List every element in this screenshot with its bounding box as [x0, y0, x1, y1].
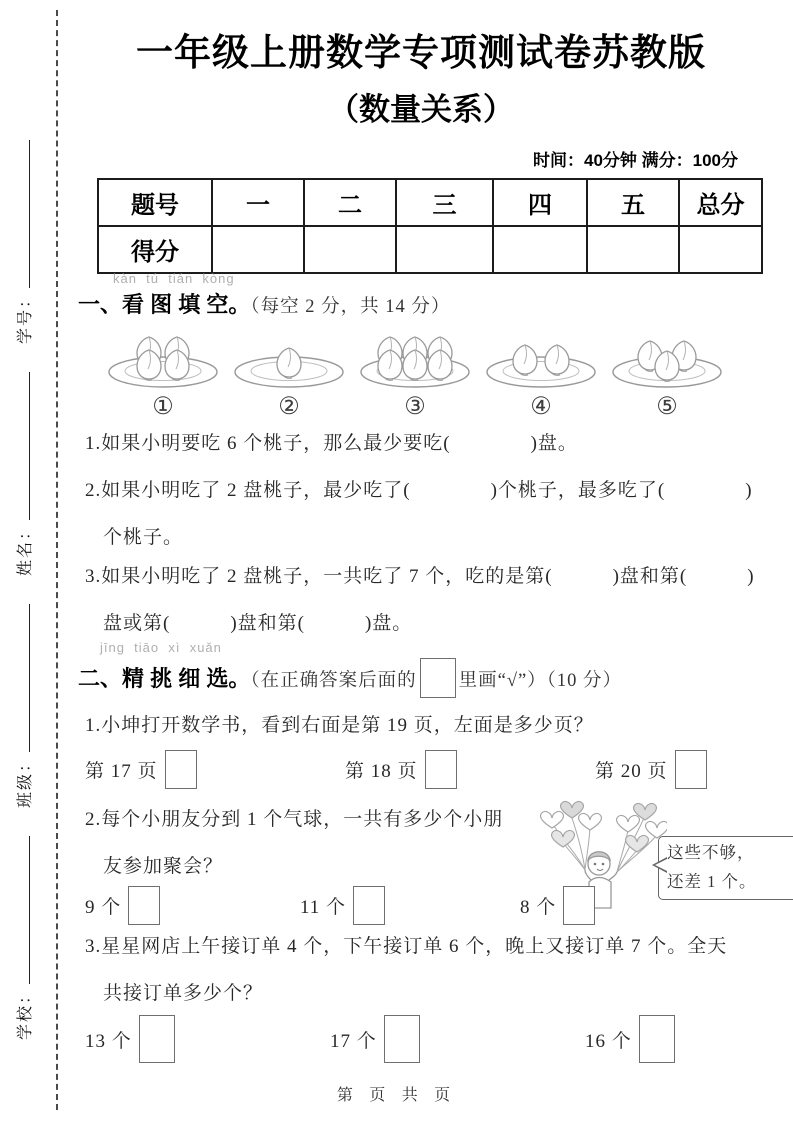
demo-checkbox [420, 658, 456, 698]
option-label: 第 20 页 [595, 761, 668, 782]
option-checkbox[interactable] [384, 1015, 420, 1063]
student-id-blank[interactable] [16, 140, 30, 288]
name-label: 姓名： [17, 521, 34, 576]
section1-heading-note: （每空 2 分，共 14 分） [250, 297, 451, 317]
score-table [97, 178, 763, 274]
score-cell[interactable] [396, 226, 493, 273]
score-table-header-row [98, 179, 762, 226]
peach-plate-3 [352, 316, 478, 397]
school-blank[interactable] [16, 836, 30, 984]
option-label: 13 个 [85, 1030, 132, 1052]
option-checkbox[interactable] [128, 886, 160, 925]
section2-note-pre: （在正确答案后面的 [250, 671, 417, 691]
score-header-cell: 四 [493, 179, 587, 226]
option-item [85, 886, 300, 925]
school-label: 学校： [17, 985, 34, 1040]
question-text-cont: 个桃子。 [103, 527, 184, 548]
score-header-cell: 三 [396, 179, 493, 226]
peach-plate-2 [226, 316, 352, 397]
student-info-sidebar [12, 55, 38, 1040]
score-cell[interactable] [587, 226, 679, 273]
class-label: 班级： [17, 753, 34, 808]
option-checkbox[interactable] [425, 750, 457, 789]
time-score-meta: 时间：40分钟 满分：100分 [533, 151, 738, 170]
option-label: 17 个 [330, 1030, 377, 1052]
speech-bubble-line-1: 这些不够， [667, 843, 755, 862]
option-checkbox[interactable] [675, 750, 707, 789]
score-cell[interactable] [304, 226, 396, 273]
question-text: 1.如果小明要吃 6 个桃子，那么最少要吃( )盘。 [85, 433, 578, 454]
option-checkbox[interactable] [165, 750, 197, 789]
school-field [12, 836, 35, 1040]
question-text: 2.每个小朋友分到 1 个气球，一共有多少个小朋 [85, 809, 504, 830]
peach-plate-illustration [100, 316, 226, 392]
option-label: 9 个 [85, 897, 122, 918]
s1-question-1 [85, 430, 775, 458]
option-checkbox[interactable] [563, 886, 595, 925]
peach-plates-row [100, 316, 730, 397]
option-checkbox[interactable] [353, 886, 385, 925]
peach-plate-illustration [226, 316, 352, 392]
speech-bubble-line-2: 还差 1 个。 [667, 872, 757, 891]
plate-number-labels [100, 392, 730, 421]
section1-heading-bold: 一、看 图 填 空。 [78, 292, 251, 317]
score-row-label: 得分 [98, 226, 212, 273]
page-title: 一年级上册数学专项测试卷苏教版 [136, 32, 706, 73]
s2-question-2 [85, 806, 535, 881]
s2-q1-options [85, 750, 745, 789]
question-text: 3.星星网店上午接订单 4 个，下午接订单 6 个，晚上又接订单 7 个。全天 [85, 936, 728, 957]
section2-heading [78, 658, 622, 698]
option-item [585, 1015, 675, 1063]
student-id-label: 学号： [17, 289, 34, 344]
option-label: 第 18 页 [345, 761, 418, 782]
peach-plate-illustration [352, 316, 478, 392]
option-item [85, 1015, 330, 1063]
plate-number-5: ⑤ [656, 394, 678, 420]
section2-note-post: 里画“√”）（10 分） [458, 671, 623, 691]
peach-plate-4 [478, 316, 604, 397]
question-text: 2.如果小明吃了 2 盘桃子，最少吃了( )个桃子，最多吃了( ) [85, 480, 753, 501]
s2-question-1 [85, 712, 775, 740]
option-label: 16 个 [585, 1030, 632, 1052]
question-text: 1.小坤打开数学书，看到右面是第 19 页，左面是多少页？ [85, 715, 594, 736]
name-blank[interactable] [16, 372, 30, 520]
seal-dashed-line [56, 10, 58, 1110]
plate-number-4: ④ [530, 394, 552, 420]
section2-pinyin: jīng tiāo xì xuǎn [100, 640, 222, 655]
name-field [12, 372, 35, 576]
peach-plate-illustration [478, 316, 604, 392]
option-item [300, 886, 520, 925]
page-footer: 第 页 共 页 [336, 1087, 457, 1104]
option-label: 8 个 [520, 897, 557, 918]
score-header-cell: 二 [304, 179, 396, 226]
option-item [520, 886, 595, 925]
student-id-field [12, 140, 35, 344]
speech-bubble [658, 836, 793, 900]
s1-question-3 [85, 563, 775, 638]
class-field [12, 604, 35, 808]
option-item [595, 750, 707, 789]
section1-heading [78, 288, 450, 319]
score-header-cell: 题号 [98, 179, 212, 226]
peach-plate-5 [604, 316, 730, 397]
s2-q3-options [85, 1015, 745, 1063]
option-label: 11 个 [300, 897, 347, 918]
question-text-cont: 共接订单多少个？ [103, 983, 264, 1004]
peach-plate-1 [100, 316, 226, 397]
score-table-score-row [98, 226, 762, 273]
s2-question-3 [85, 933, 775, 1008]
score-cell[interactable] [493, 226, 587, 273]
section1-pinyin: kàn tú tián kòng [113, 271, 235, 286]
option-item [330, 1015, 585, 1063]
score-cell[interactable] [679, 226, 762, 273]
question-text: 3.如果小明吃了 2 盘桃子，一共吃了 7 个，吃的是第( )盘和第( ) [85, 566, 755, 587]
option-item [85, 750, 345, 789]
score-header-cell: 一 [212, 179, 304, 226]
section2-heading-bold: 二、精 挑 细 选。 [78, 666, 251, 691]
plate-number-2: ② [278, 394, 300, 420]
s1-question-2 [85, 477, 775, 552]
score-header-cell: 总分 [679, 179, 762, 226]
option-item [345, 750, 595, 789]
class-blank[interactable] [16, 604, 30, 752]
score-cell[interactable] [212, 226, 304, 273]
option-checkbox[interactable] [639, 1015, 675, 1063]
plate-number-3: ③ [404, 394, 426, 420]
score-header-cell: 五 [587, 179, 679, 226]
option-label: 第 17 页 [85, 761, 158, 782]
question-text-cont: 盘或第( )盘和第( )盘。 [103, 613, 413, 634]
question-text-cont: 友参加聚会？ [103, 856, 224, 877]
page-subtitle: （数量关系） [328, 92, 514, 127]
s2-q2-options [85, 886, 665, 925]
plate-number-1: ① [152, 394, 174, 420]
peach-plate-illustration [604, 316, 730, 392]
option-checkbox[interactable] [139, 1015, 175, 1063]
